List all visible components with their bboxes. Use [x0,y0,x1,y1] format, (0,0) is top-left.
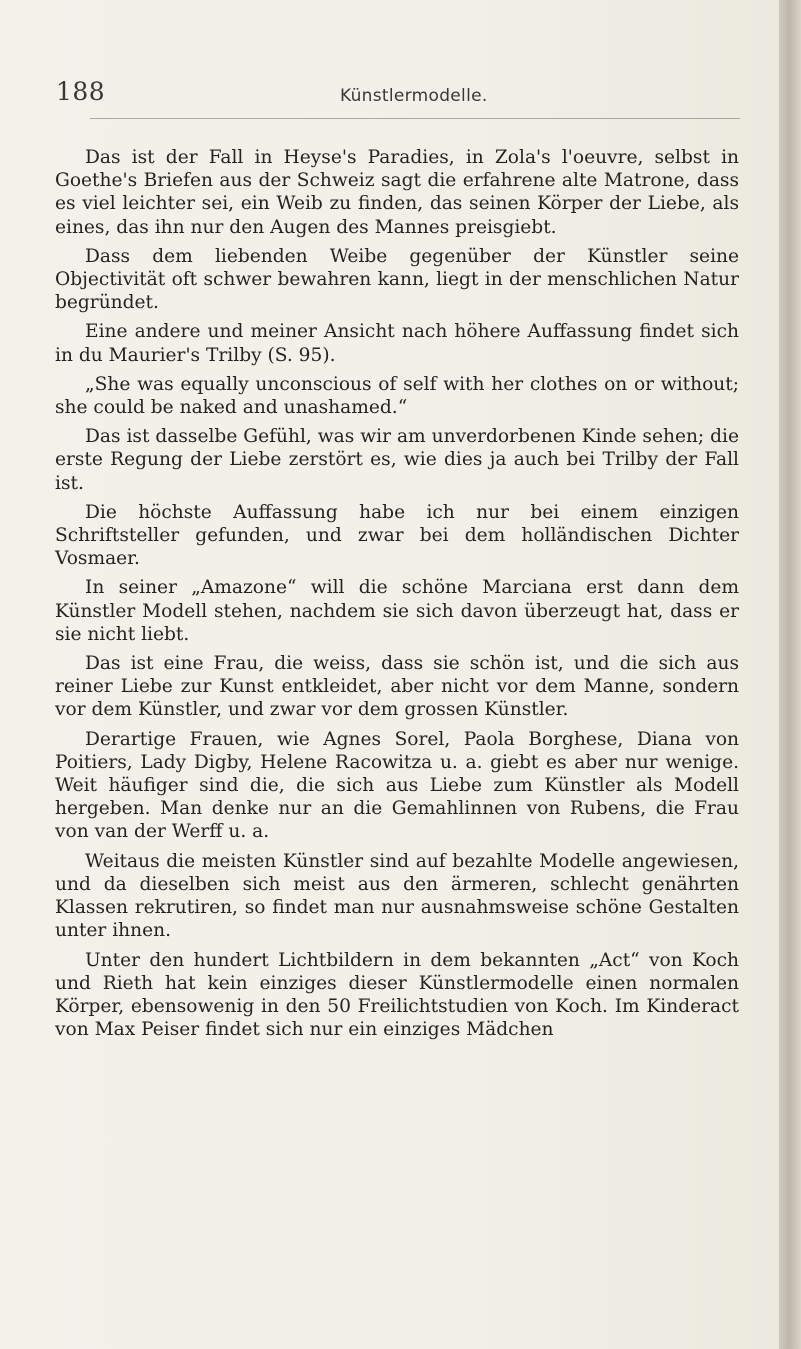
page-edge [779,0,801,1349]
paragraph: In seiner „Amazone“ will die schöne Marciana erst dann dem Künstler Modell stehen, nachdem sie sich davon überzeugt hat, dass er sie nicht liebt. [55,577,739,645]
header-rule [90,118,740,119]
paragraph: Die höchste Auffassung habe ich nur bei einem einzigen Schriftsteller gefunden, und zwar bei dem holländischen Dichter Vosmaer. [55,501,739,570]
paragraph: Eine andere und meiner Ansicht nach höhere Auffassung findet sich in du Maurier's Trilby (S. 95). [55,321,739,366]
paragraph: „She was equally unconscious of self with her clothes on or without; she could be naked and unashamed.“ [55,373,739,419]
running-head: Künstlermodelle. [340,86,488,106]
page-number: 188 [56,77,106,106]
paragraph: Dass dem liebenden Weibe gegenüber der Künstler seine Objectivität oft schwer bewahren kann, liegt in der menschlichen Natur begründet. [55,245,739,314]
page-header [0,72,788,112]
paragraph: Das ist der Fall in Heyse's Paradies, in Zola's l'oeuvre, selbst in Goethe's Briefen aus der Schweiz sagt die erfahrene alte Matrone, dass es viel leichter sei, ein Weib zu finden, das seinen Körper der Liebe, als eines, das ihn nur den Augen des Mannes preisgiebt. [55,147,739,238]
body-text [55,146,739,1047]
paragraph: Unter den hundert Lichtbildern in dem bekannten „Act“ von Koch und Rieth hat kein einziges dieser Künstlermodelle einen normalen Körper, ebensowenig in den 50 Freilichtstudien von Koch. Im Kinderact von Max Peiser findet sich nur ein einziges Mädchen [55,949,739,1041]
paragraph: Das ist dasselbe Gefühl, was wir am unverdorbenen Kinde sehen; die erste Regung der Liebe zerstört es, wie dies ja auch bei Trilby der Fall ist. [55,426,739,494]
paragraph: Derartige Frauen, wie Agnes Sorel, Paola Borghese, Diana von Poitiers, Lady Digby, Helene Racowitza u. a. giebt es aber nur wenige. Weit häufiger sind die, die sich aus Liebe zum Künstler als Modell hergeben. Man denke nur an die Gemahlinnen von Rubens, die Frau von van der Werff u. a. [55,728,739,843]
paragraph: Das ist eine Frau, die weiss, dass sie schön ist, und die sich aus reiner Liebe zur Kunst entkleidet, aber nicht vor dem Manne, sondern vor dem Künstler, und zwar vor dem grossen Künstler. [55,653,739,721]
paragraph: Weitaus die meisten Künstler sind auf bezahlte Modelle angewiesen, und da dieselben sich meist aus den ärmeren, schlecht genährten Klassen rekrutiren, so findet man nur ausnahmsweise schöne Gestalten unter ihnen. [55,850,739,942]
